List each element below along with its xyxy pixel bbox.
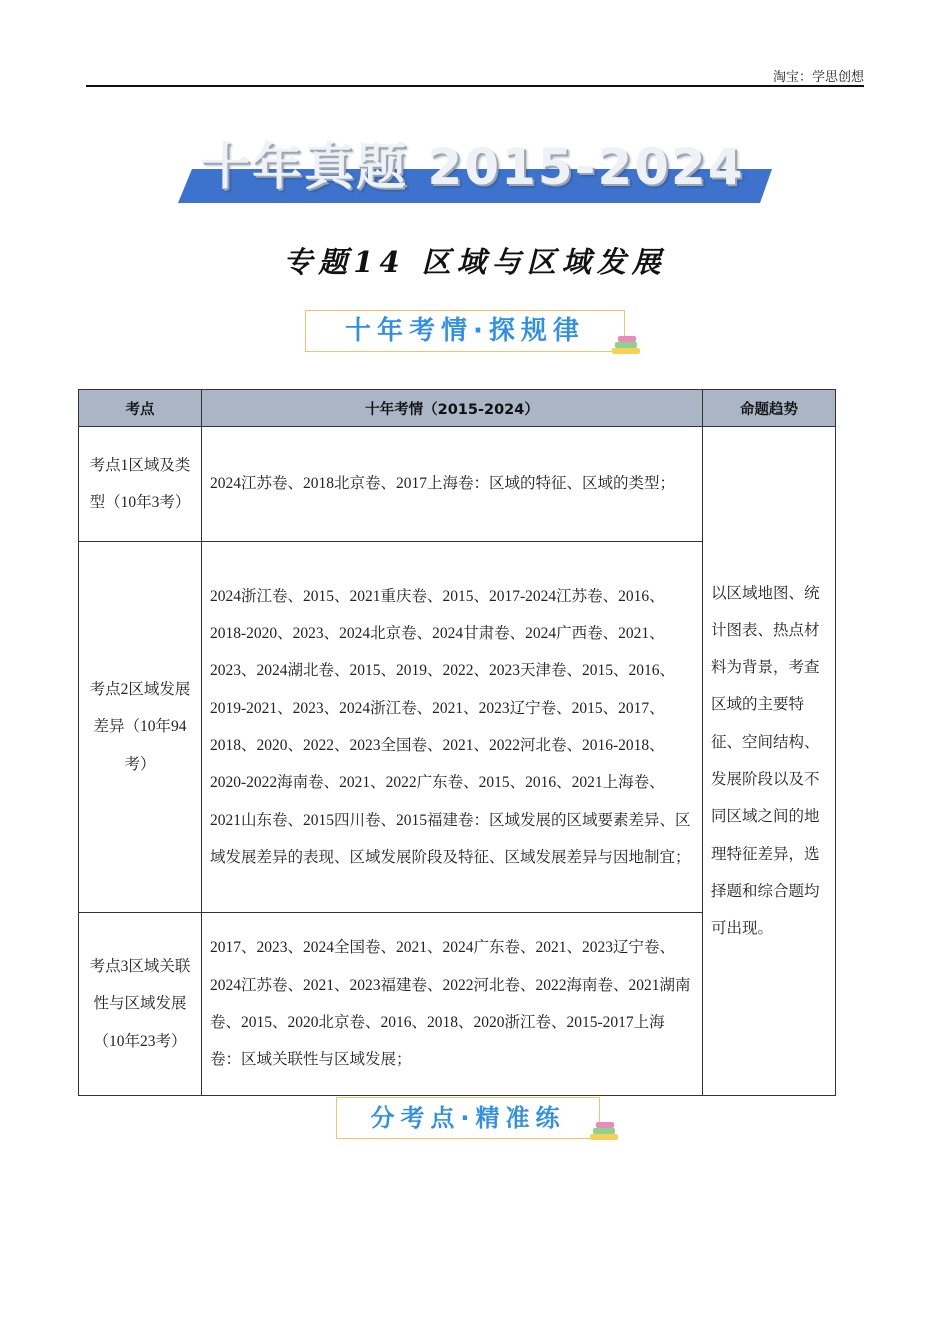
header-topic: 考点 [79, 390, 202, 427]
topic-cell: 考点3区域关联性与区域发展（10年23考） [79, 913, 202, 1096]
trend-cell: 以区域地图、统计图表、热点材料为背景，考查区域的主要特征、空间结构、发展阶段以及不同区域之间的地理特征差异，选择题和综合题均可出现。 [703, 427, 836, 1096]
page-title: 专题14 区域与区域发展 [283, 245, 667, 279]
header-divider [86, 85, 864, 87]
table-header-row [79, 390, 836, 427]
history-cell: 2024浙江卷、2015、2021重庆卷、2015、2017-2024江苏卷、2016、2018-2020、2023、2024北京卷、2024甘肃卷、2024广西卷、2021、2023、2024湖北卷、2015、2019、2022、2023天津卷、2015、2016、2019-2021、2023、2024浙江卷、2021、2023辽宁卷、2015、2017、2018、2020、2022、2023全国卷、2021、2022河北卷、2016-2018、2020-2022海南卷、2021、2022广东卷、2015、2016、2021上海卷、2021山东卷、2015四川卷、2015福建卷：区域发展的区域要素差异、区域发展差异的表现、区域发展阶段及特征、区域发展差异与因地制宜； [202, 542, 703, 913]
section-label-practice: 分考点·精准练 [336, 1097, 600, 1139]
topic-cell: 考点2区域发展差异（10年94考） [79, 542, 202, 913]
history-cell: 2024江苏卷、2018北京卷、2017上海卷：区域的特征、区域的类型； [202, 427, 703, 542]
banner [178, 138, 772, 204]
topic-cell: 考点1区域及类型（10年3考） [79, 427, 202, 542]
books-icon [590, 1122, 620, 1144]
banner-title: 十年真题 2015-2024 [200, 138, 745, 196]
header-history: 十年考情（2015-2024） [202, 390, 703, 427]
section-label-trends: 十年考情·探规律 [305, 310, 625, 352]
table-row [79, 427, 836, 542]
history-cell: 2017、2023、2024全国卷、2021、2024广东卷、2021、2023辽宁卷、2024江苏卷、2021、2023福建卷、2022河北卷、2022海南卷、2021湖南卷、2015、2020北京卷、2016、2018、2020浙江卷、2015-2017上海卷：区域关联性与区域发展； [202, 913, 703, 1096]
header-trend: 命题趋势 [703, 390, 836, 427]
exam-topics-table [78, 389, 836, 1096]
header-source-text: 淘宝：学思创想 [772, 69, 864, 84]
books-icon [612, 336, 642, 358]
